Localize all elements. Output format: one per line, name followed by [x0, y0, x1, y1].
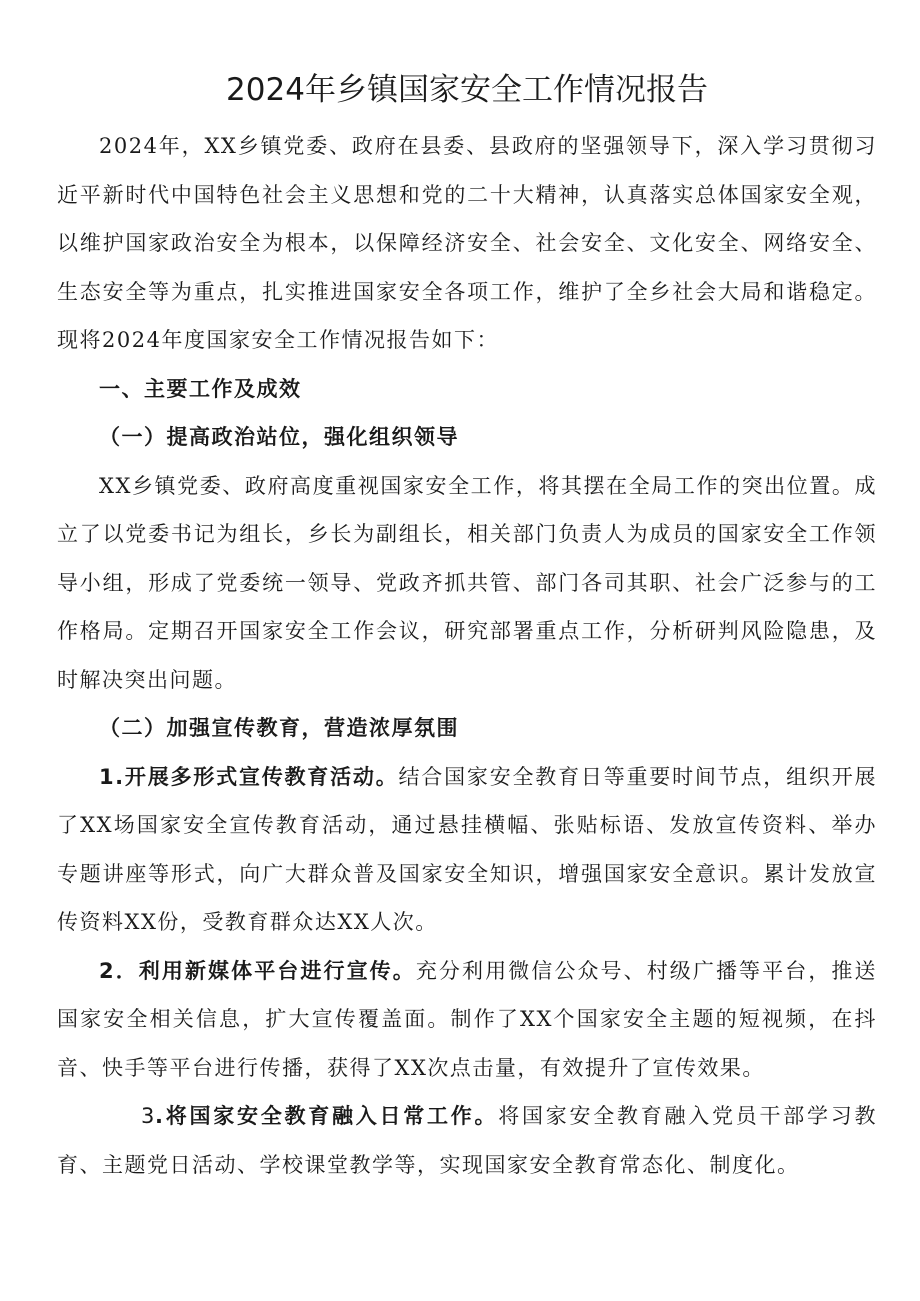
- item-1-body: 结合国家安全教育日等重要时间节点，组织开展了XX场国家安全宣传教育活动，通过悬挂横幅、张贴标语、发放宣传资料、举办专题讲座等形式，向广大群众普及国家安全知识，增强国家安全意识。累计发放宣传资料XX份，受教育群众达XX人次。: [57, 764, 878, 934]
- item-2-body: 充分利用微信公众号、村级广播等平台，推送国家安全相关信息，扩大宣传覆盖面。制作了XX个国家安全主题的短视频，在抖音、快手等平台进行传播，获得了XX次点击量，有效提升了宣传效果。: [57, 958, 877, 1080]
- leadership-paragraph: XX乡镇党委、政府高度重视国家安全工作，将其摆在全局工作的突出位置。成立了以党委书记为组长，乡长为副组长，相关部门负责人为成员的国家安全工作领导小组，形成了党委统一领导、党政齐抓共管、部门各司其职、社会广泛参与的工作格局。定期召开国家安全工作会议，研究部署重点工作，分析研判风险隐患，及时解决突出问题。: [57, 473, 877, 692]
- item-3-number: 3: [141, 1104, 156, 1128]
- item-3-lead: .将国家安全教育融入日常工作。: [155, 1104, 499, 1128]
- document-page: [57, 62, 877, 1189]
- item-2-lead: 2．利用新媒体平台进行宣传。: [99, 958, 416, 983]
- intro-paragraph: 2024年，XX乡镇党委、政府在县委、县政府的坚强领导下，深入学习贯彻习近平新时代中国特色社会主义思想和党的二十大精神，认真落实总体国家安全观，以维护国家政治安全为根本，以保障经济安全、社会安全、文化安全、网络安全、生态安全等为重点，扎实推进国家安全各项工作，维护了全乡社会大局和谐稳定。现将2024年度国家安全工作情况报告如下：: [57, 134, 877, 352]
- item-3-paragraph: [57, 1092, 877, 1189]
- item-2-paragraph: [57, 947, 877, 1093]
- item-1-lead: 1.开展多形式宣传教育活动。: [99, 764, 399, 789]
- subsection-heading-leadership: （一）提高政治站位，强化组织领导: [99, 425, 459, 449]
- document-title: 2024年乡镇国家安全工作情况报告: [226, 72, 708, 108]
- section-heading-main-work: 一、主要工作及成效: [99, 376, 302, 401]
- subsection-heading-publicity: （二）加强宣传教育，营造浓厚氛围: [99, 716, 459, 740]
- item-3-body: 将国家安全教育融入党员干部学习教育、主题党日活动、学校课堂教学等，实现国家安全教育常态化、制度化。: [57, 1104, 877, 1177]
- item-1-paragraph: [57, 753, 877, 947]
